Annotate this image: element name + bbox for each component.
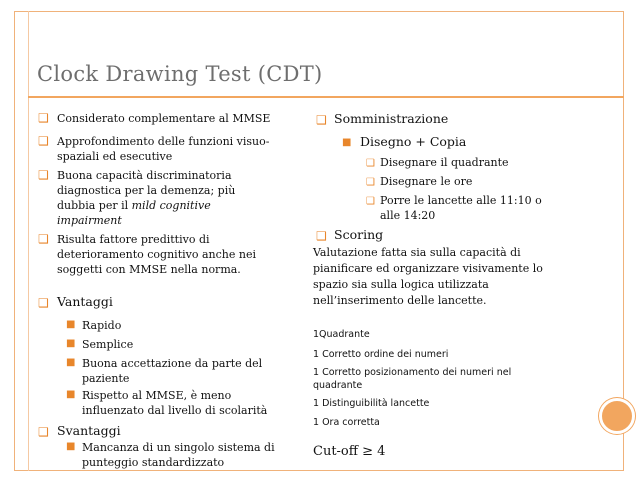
bullet-icon: ❑: [38, 425, 49, 439]
vantaggi-heading: Vantaggi: [57, 294, 113, 309]
bullet-icon: ❑: [38, 168, 49, 182]
square-bullet-icon: ❑: [366, 177, 375, 188]
vantaggi-item-3: Buona accettazione da parte del paziente: [82, 357, 263, 385]
criterion-2: 1 Corretto ordine dei numeri: [313, 349, 449, 360]
criterion-1: 1Quadrante: [313, 329, 370, 340]
somministrazione-sub: Disegno + Copia: [360, 134, 467, 149]
sub-bullet-icon: ■: [66, 441, 76, 452]
bullet-icon: ❑: [316, 113, 327, 127]
left-bullet-2: Approfondimento delle funzioni visuo- spaziali ed esecutive: [57, 135, 270, 163]
vantaggi-item-2: Semplice: [82, 338, 134, 351]
left-bullet-1: Considerato complementare al MMSE: [57, 112, 271, 125]
svantaggi-heading: Svantaggi: [57, 423, 121, 438]
vantaggi-item-4: Rispetto al MMSE, è meno influenzato dal livello di scolarità: [82, 389, 268, 417]
title-underline: [28, 96, 624, 98]
somministrazione-item-3: Porre le lancette alle 11:10 o alle 14:20: [380, 194, 542, 222]
bullet-icon: ❑: [38, 111, 49, 125]
criterion-3: 1 Corretto posizionamento dei numeri nel quadrante: [313, 367, 512, 391]
left-bullet-3: Buona capacità discriminatoria diagnostica per la demenza; più dubbia per il mild cognitive impairment: [57, 169, 236, 227]
bullet-icon: ❑: [38, 296, 49, 310]
square-bullet-icon: ❑: [366, 196, 375, 207]
bullet-icon: ❑: [38, 134, 49, 148]
square-bullet-icon: ❑: [366, 158, 375, 169]
cutoff-text: Cut-off ≥ 4: [313, 444, 386, 459]
somministrazione-item-1: Disegnare il quadrante: [380, 156, 509, 169]
sub-bullet-icon: ■: [66, 357, 76, 368]
sub-bullet-icon: ■: [66, 319, 76, 330]
scoring-heading: Scoring: [334, 227, 384, 242]
left-rule: [28, 11, 29, 471]
criterion-4: 1 Distinguibilità lancette: [313, 398, 430, 409]
decorative-circle: [599, 398, 635, 434]
bullet-icon: ❑: [316, 229, 327, 243]
somministrazione-item-2: Disegnare le ore: [380, 175, 473, 188]
slide-title: Clock Drawing Test (CDT): [37, 62, 323, 86]
somministrazione-heading: Somministrazione: [334, 111, 449, 126]
svantaggi-item-1: Mancanza di un singolo sistema di punteggio standardizzato: [82, 441, 275, 469]
sub-bullet-icon: ■: [66, 338, 76, 349]
vantaggi-item-1: Rapido: [82, 319, 122, 332]
criterion-5: 1 Ora corretta: [313, 417, 380, 428]
left-bullet-4: Risulta fattore predittivo di deterioramento cognitivo anche nei soggetti con MMSE nella norma.: [57, 233, 256, 276]
sub-bullet-icon: ■: [66, 389, 76, 400]
scoring-description: Valutazione fatta sia sulla capacità di pianificare ed organizzare visivamente lo spazio sia sulla logica utilizzata nell’inserimento delle lancette.: [313, 246, 543, 307]
sub-bullet-icon: ■: [342, 137, 352, 148]
bullet-icon: ❑: [38, 232, 49, 246]
